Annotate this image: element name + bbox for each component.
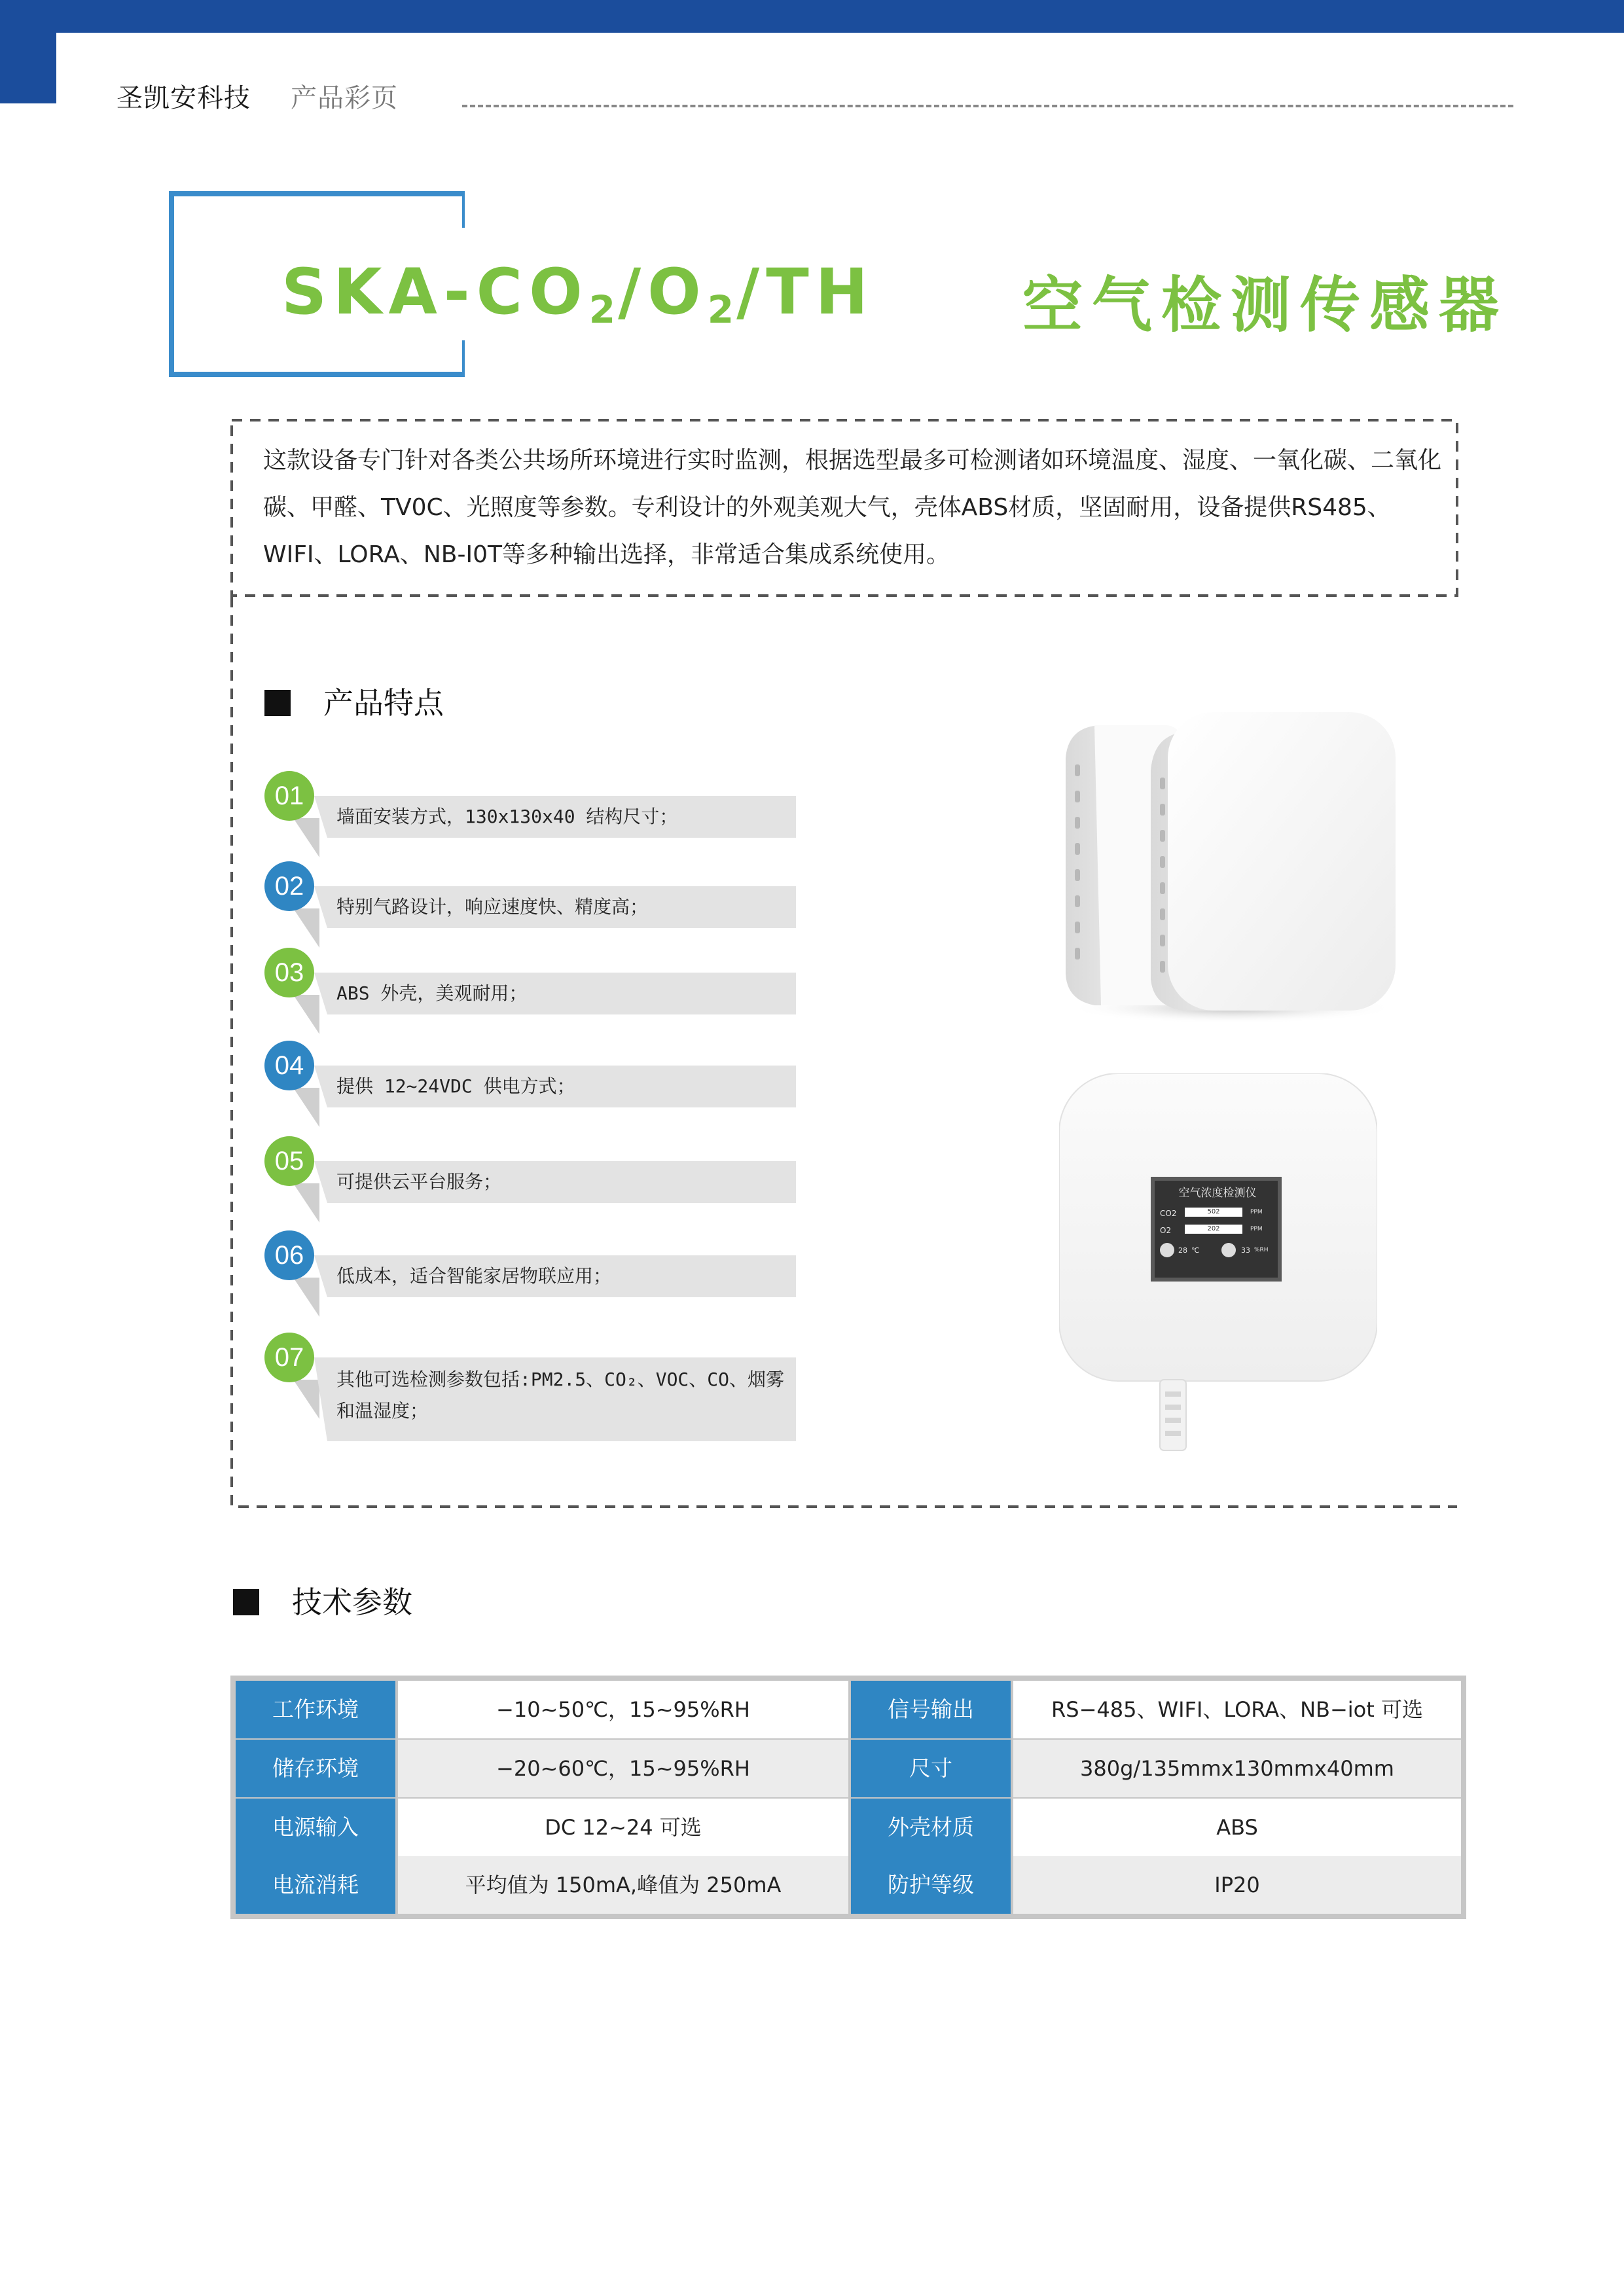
- table-row: [236, 1856, 1461, 1914]
- device-side-view-image: [1055, 712, 1396, 1026]
- product-name: 空气检测传感器: [1022, 270, 1509, 340]
- screen-row-env: 28 ℃ 33 %RH: [1159, 1240, 1276, 1260]
- feature-number: 06: [264, 1230, 314, 1280]
- spec-key: 电流消耗: [236, 1856, 395, 1914]
- spec-value: −20~60℃，15~95%RH: [398, 1740, 848, 1797]
- table-row: [236, 1740, 1461, 1797]
- feature-number: 04: [264, 1041, 314, 1090]
- feature-item: [264, 1051, 796, 1107]
- device-front-view-image: [1059, 1073, 1377, 1453]
- spec-value: 380g/135mmx130mmx40mm: [1013, 1740, 1461, 1797]
- device-screen: [1159, 1183, 1276, 1260]
- spec-key: 工作环境: [236, 1681, 395, 1738]
- table-row: [236, 1799, 1461, 1856]
- intro-paragraph: 这款设备专门针对各类公共场所环境进行实时监测，根据选型最多可检测诸如环境温度、湿度、一氧化碳、二氧化碳、甲醛、TV0C、光照度等参数。专利设计的外观美观大气，壳体ABS材质，坚固耐用，设备提供RS485、WIFI、LORA、NB-I0T等多种输出选择，非常适合集成系统使用。: [263, 447, 1442, 568]
- heading-square-icon: [233, 1589, 259, 1615]
- screen-row-o2: O2 202 PPM: [1160, 1225, 1263, 1235]
- feature-item: [264, 872, 796, 928]
- feature-text: 墙面安装方式，130x130x40 结构尺寸；: [336, 806, 678, 827]
- features-heading: 产品特点: [264, 679, 444, 723]
- spec-key: 防护等级: [851, 1856, 1011, 1914]
- humidity-icon: [1221, 1243, 1236, 1257]
- top-color-bar: [0, 0, 1624, 33]
- feature-text: 可提供云平台服务；: [336, 1171, 502, 1193]
- feature-number: 05: [264, 1136, 314, 1186]
- section-name: 产品彩页: [291, 83, 398, 113]
- feature-item: [264, 1241, 796, 1297]
- feature-text: 特别气路设计，响应速度快、精度高；: [336, 896, 649, 918]
- spec-key: 外壳材质: [851, 1799, 1011, 1856]
- spec-value: DC 12~24 可选: [398, 1799, 848, 1856]
- feature-number: 03: [264, 948, 314, 997]
- model-number: SKA-$CO_2/O_2/TH$: [281, 255, 875, 332]
- spec-value: ABS: [1013, 1799, 1461, 1856]
- table-row: [236, 1681, 1461, 1738]
- spec-key: 储存环境: [236, 1740, 395, 1797]
- feature-number: 01: [264, 771, 314, 821]
- thermometer-icon: [1160, 1243, 1174, 1257]
- feature-item: [264, 958, 796, 1014]
- feature-item: [264, 781, 796, 838]
- spec-value: −10~50℃，15~95%RH: [398, 1681, 848, 1738]
- heading-square-icon: [264, 690, 291, 716]
- spec-table: [230, 1676, 1466, 1919]
- brand-name: 圣凯安科技: [117, 83, 251, 113]
- feature-text: 其他可选检测参数包括:PM2.5、CO₂、VOC、CO、烟雾和温湿度；: [336, 1369, 785, 1422]
- feature-number: 07: [264, 1333, 314, 1382]
- spec-value: RS−485、WIFI、LORA、NB−iot 可选: [1013, 1681, 1461, 1738]
- feature-text: ABS 外壳，美观耐用；: [336, 982, 528, 1004]
- top-corner-tab: [0, 0, 56, 103]
- screen-row-co2: CO2 502 PPM: [1160, 1208, 1263, 1218]
- spec-key: 信号输出: [851, 1681, 1011, 1738]
- feature-item: [264, 1147, 796, 1203]
- spec-value: IP20: [1013, 1856, 1461, 1914]
- feature-text: 提供 12~24VDC 供电方式；: [336, 1075, 575, 1097]
- specs-heading: 技术参数: [233, 1579, 412, 1622]
- feature-number: 02: [264, 861, 314, 911]
- feature-text: 低成本，适合智能家居物联应用；: [336, 1265, 612, 1287]
- spec-value: 平均值为 150mA,峰值为 250mA: [398, 1856, 848, 1914]
- screen-title: 空气浓度检测仪: [1178, 1187, 1257, 1200]
- spec-key: 电源输入: [236, 1799, 395, 1856]
- header-divider: [462, 105, 1513, 107]
- feature-item: [264, 1343, 796, 1437]
- spec-key: 尺寸: [851, 1740, 1011, 1797]
